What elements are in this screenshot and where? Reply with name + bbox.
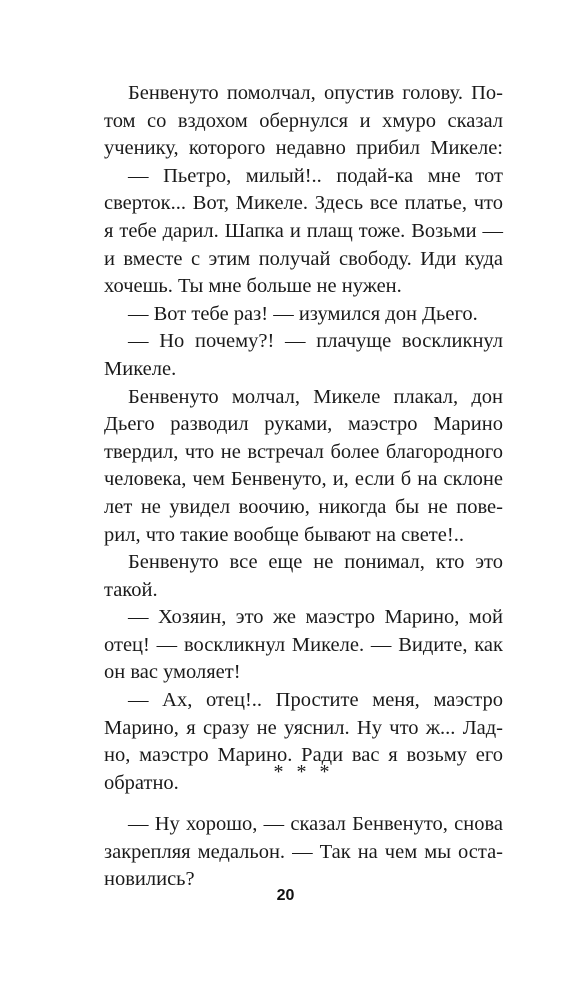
text-line: сверток... Вот, Микеле. Здесь все платье, что bbox=[104, 192, 503, 215]
text-line: ученику, которого недавно прибил Микеле: bbox=[104, 137, 503, 160]
text-line: Микеле. bbox=[104, 357, 177, 380]
text-line: лет не увидел воочию, никогда бы не пове- bbox=[104, 495, 503, 518]
text-line: хочешь. Ты мне больше не нужен. bbox=[104, 275, 402, 298]
text-line: — Но почему?! — плачуще воскликнул bbox=[128, 330, 503, 353]
text-line: — Ну хорошо, — сказал Бенвенуто, снова bbox=[128, 813, 503, 835]
text-line: рил, что такие вообще бывают на свете!.. bbox=[104, 523, 464, 546]
text-line: закрепляя медальон. — Так на чем мы оста- bbox=[104, 840, 503, 863]
text-line: том со вздохом обернулся и хмуро сказал bbox=[104, 109, 503, 132]
text-line: но, маэстро Марино. Ради вас я возьму его bbox=[104, 744, 503, 767]
text-line: Бенвенуто помолчал, опустив голову. По- bbox=[128, 82, 503, 104]
text-line: твердил, что не встречал более благородного bbox=[104, 440, 503, 463]
page-body bbox=[104, 80, 503, 891]
text-block bbox=[104, 80, 503, 797]
text-line: — Пьетро, милый!.. подай-ка мне тот bbox=[128, 164, 503, 187]
text-line: обратно. bbox=[104, 771, 179, 794]
section-break: * * * bbox=[273, 761, 334, 783]
text-line: — Ах, отец!.. Простите меня, маэстро bbox=[128, 689, 503, 712]
text-line: отец! — воскликнул Микеле. — Видите, как bbox=[104, 633, 503, 656]
text-line: новились? bbox=[104, 868, 195, 891]
text-line: Бенвенуто все еще не понимал, кто это bbox=[128, 551, 503, 574]
text-line: — Хозяин, это же маэстро Марино, мой bbox=[128, 606, 503, 629]
text-line: Бенвенуто молчал, Микеле плакал, дон bbox=[128, 385, 503, 408]
text-line: Марино, я сразу не уяснил. Ну что ж... Лад- bbox=[104, 716, 503, 739]
text-block-after-break bbox=[104, 811, 503, 894]
text-line: и вместе с этим получай свободу. Иди куда bbox=[104, 247, 503, 270]
text-line: я тебе дарил. Шапка и плащ тоже. Возьми — bbox=[104, 219, 503, 242]
text-line: — Вот тебе раз! — изумился дон Дьего. bbox=[128, 302, 478, 325]
text-line: Дьего разводил руками, маэстро Марино bbox=[104, 413, 503, 436]
text-line: он вас умоляет! bbox=[104, 661, 241, 684]
text-line: человека, чем Бенвенуто, и, если б на склоне bbox=[104, 468, 503, 491]
text-line: такой. bbox=[104, 578, 158, 601]
page-number: 20 bbox=[276, 887, 295, 904]
